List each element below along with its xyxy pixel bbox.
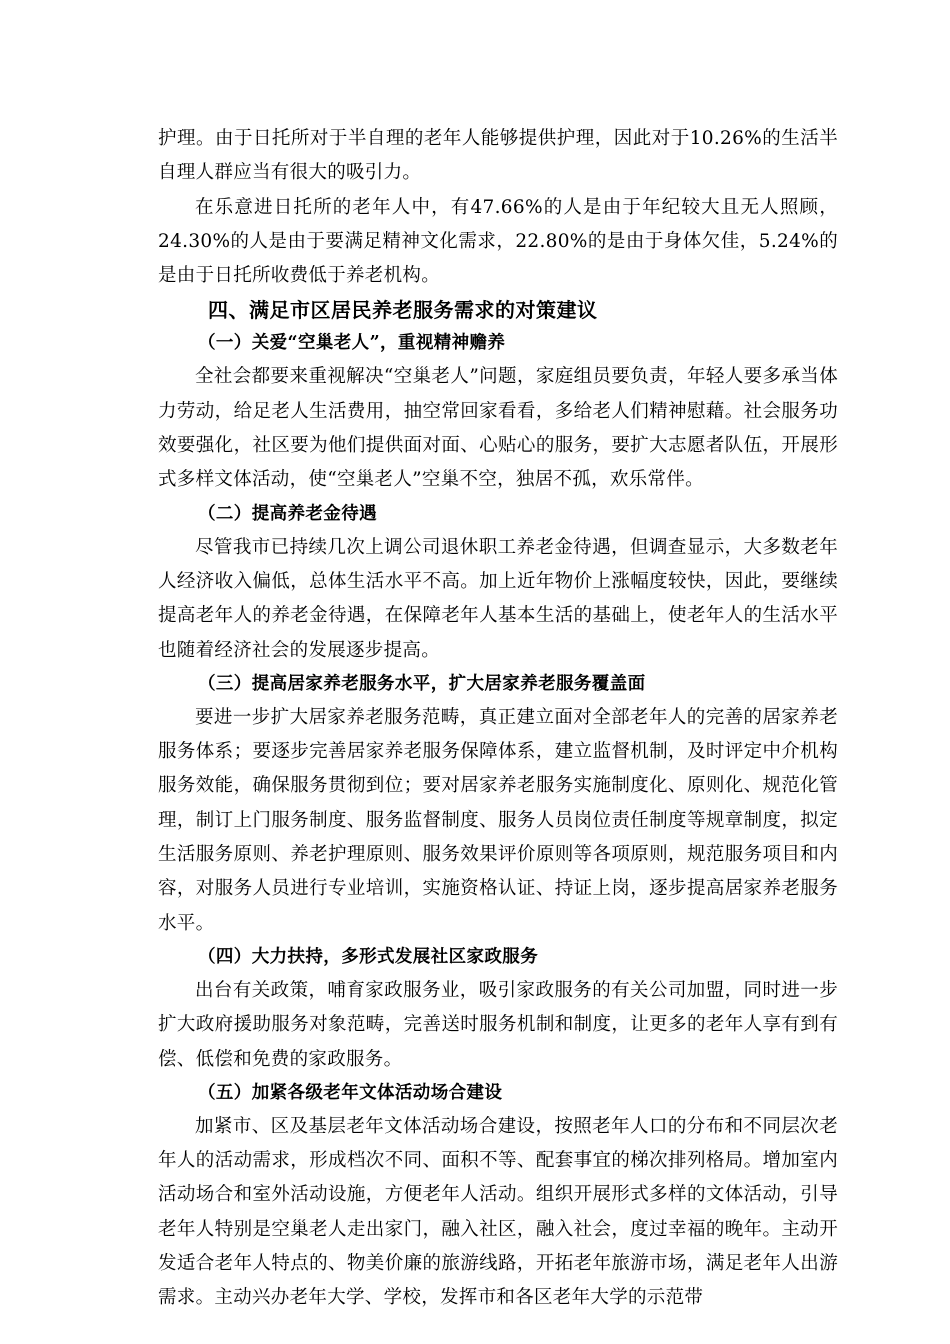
subheading-3: （三）提高居家养老服务水平，扩大居家养老服务覆盖面: [198, 673, 646, 694]
paragraph-empty-nest: 全社会都要来重视解决“空巢老人”问题，家庭组员要负责，年轻人要多承当体力劳动，给足老人生活费用，抽空常回家看看，多给老人们精神慰藉。社会服务功效要强化，社区要为他们提供面对面、心贴心的服务，要扩大志愿者队伍，开展形式多样文体活动，使“空巢老人”空巢不空，独居不孤，欢乐常伴。: [158, 366, 838, 491]
paragraph-cultural-venues: 加紧市、区及基层老年文体活动场合建设，按照老年人口的分布和不同层次老年人的活动需求，形成档次不同、面积不等、配套事宜的梯次排列格局。增加室内活动场合和室外活动设施，方便老年人活动。组织开展形式多样的文体活动，引导老年人特别是空巢老人走出家门，融入社区，融入社会，度过幸福的晚年。主动开发适合老年人特点的、物美价廉的旅游线路，开拓老年旅游市场，满足老年人出游需求。主动兴办老年大学、学校，发挥市和各区老年大学的示范带: [158, 1115, 838, 1309]
paragraph-daycare-reasons: 在乐意进日托所的老年人中，有47.66%的人是由于年纪较大且无人照顾，24.30%的人是由于要满足精神文化需求，22.80%的是由于身体欠佳，5.24%的是由于日托所收费低于养老机构。: [158, 196, 838, 287]
subheading-1: （一）关爱“空巢老人”，重视精神赡养: [198, 333, 506, 354]
document-page: [158, 122, 838, 1316]
paragraph-continuation: 护理。由于日托所对于半自理的老年人能够提供护理，因此对于10.26%的生活半自理人群应当有很大的吸引力。: [158, 128, 838, 184]
paragraph-home-care: 要进一步扩大居家养老服务范畴，真正建立面对全部老年人的完善的居家养老服务体系；要逐步完善居家养老服务保障体系，建立监督机制，及时评定中介机构服务效能，确保服务贯彻到位；要对居家养老服务实施制度化、原则化、规范化管理，制订上门服务制度、服务监督制度、服务人员岗位责任制度等规章制度，拟定生活服务原则、养老护理原则、服务效果评价原则等各项原则，规范服务项目和内容，对服务人员进行专业培训，实施资格认证、持证上岗，逐步提高居家养老服务水平。: [158, 706, 838, 934]
section-heading-4: 四、满足市区居民养老服务需求的对策建议: [208, 298, 598, 323]
subheading-5: （五）加紧各级老年文体活动场合建设: [198, 1082, 503, 1103]
paragraph-pension: 尽管我市已持续几次上调公司退休职工养老金待遇，但调查显示，大多数老年人经济收入偏低，总体生活水平不高。加上近年物价上涨幅度较快，因此，要继续提高老年人的养老金待遇，在保障老年人基本生活的基础上，使老年人的生活水平也随着经济社会的发展逐步提高。: [158, 536, 838, 661]
subheading-4: （四）大力扶持，多形式发展社区家政服务: [198, 946, 539, 967]
paragraph-domestic-service: 出台有关政策，哺育家政服务业，吸引家政服务的有关公司加盟，同时进一步扩大政府援助服务对象范畴，完善送时服务机制和制度，让更多的老年人享有到有偿、低偿和免费的家政服务。: [158, 979, 838, 1070]
subheading-2: （二）提高养老金待遇: [198, 503, 377, 524]
